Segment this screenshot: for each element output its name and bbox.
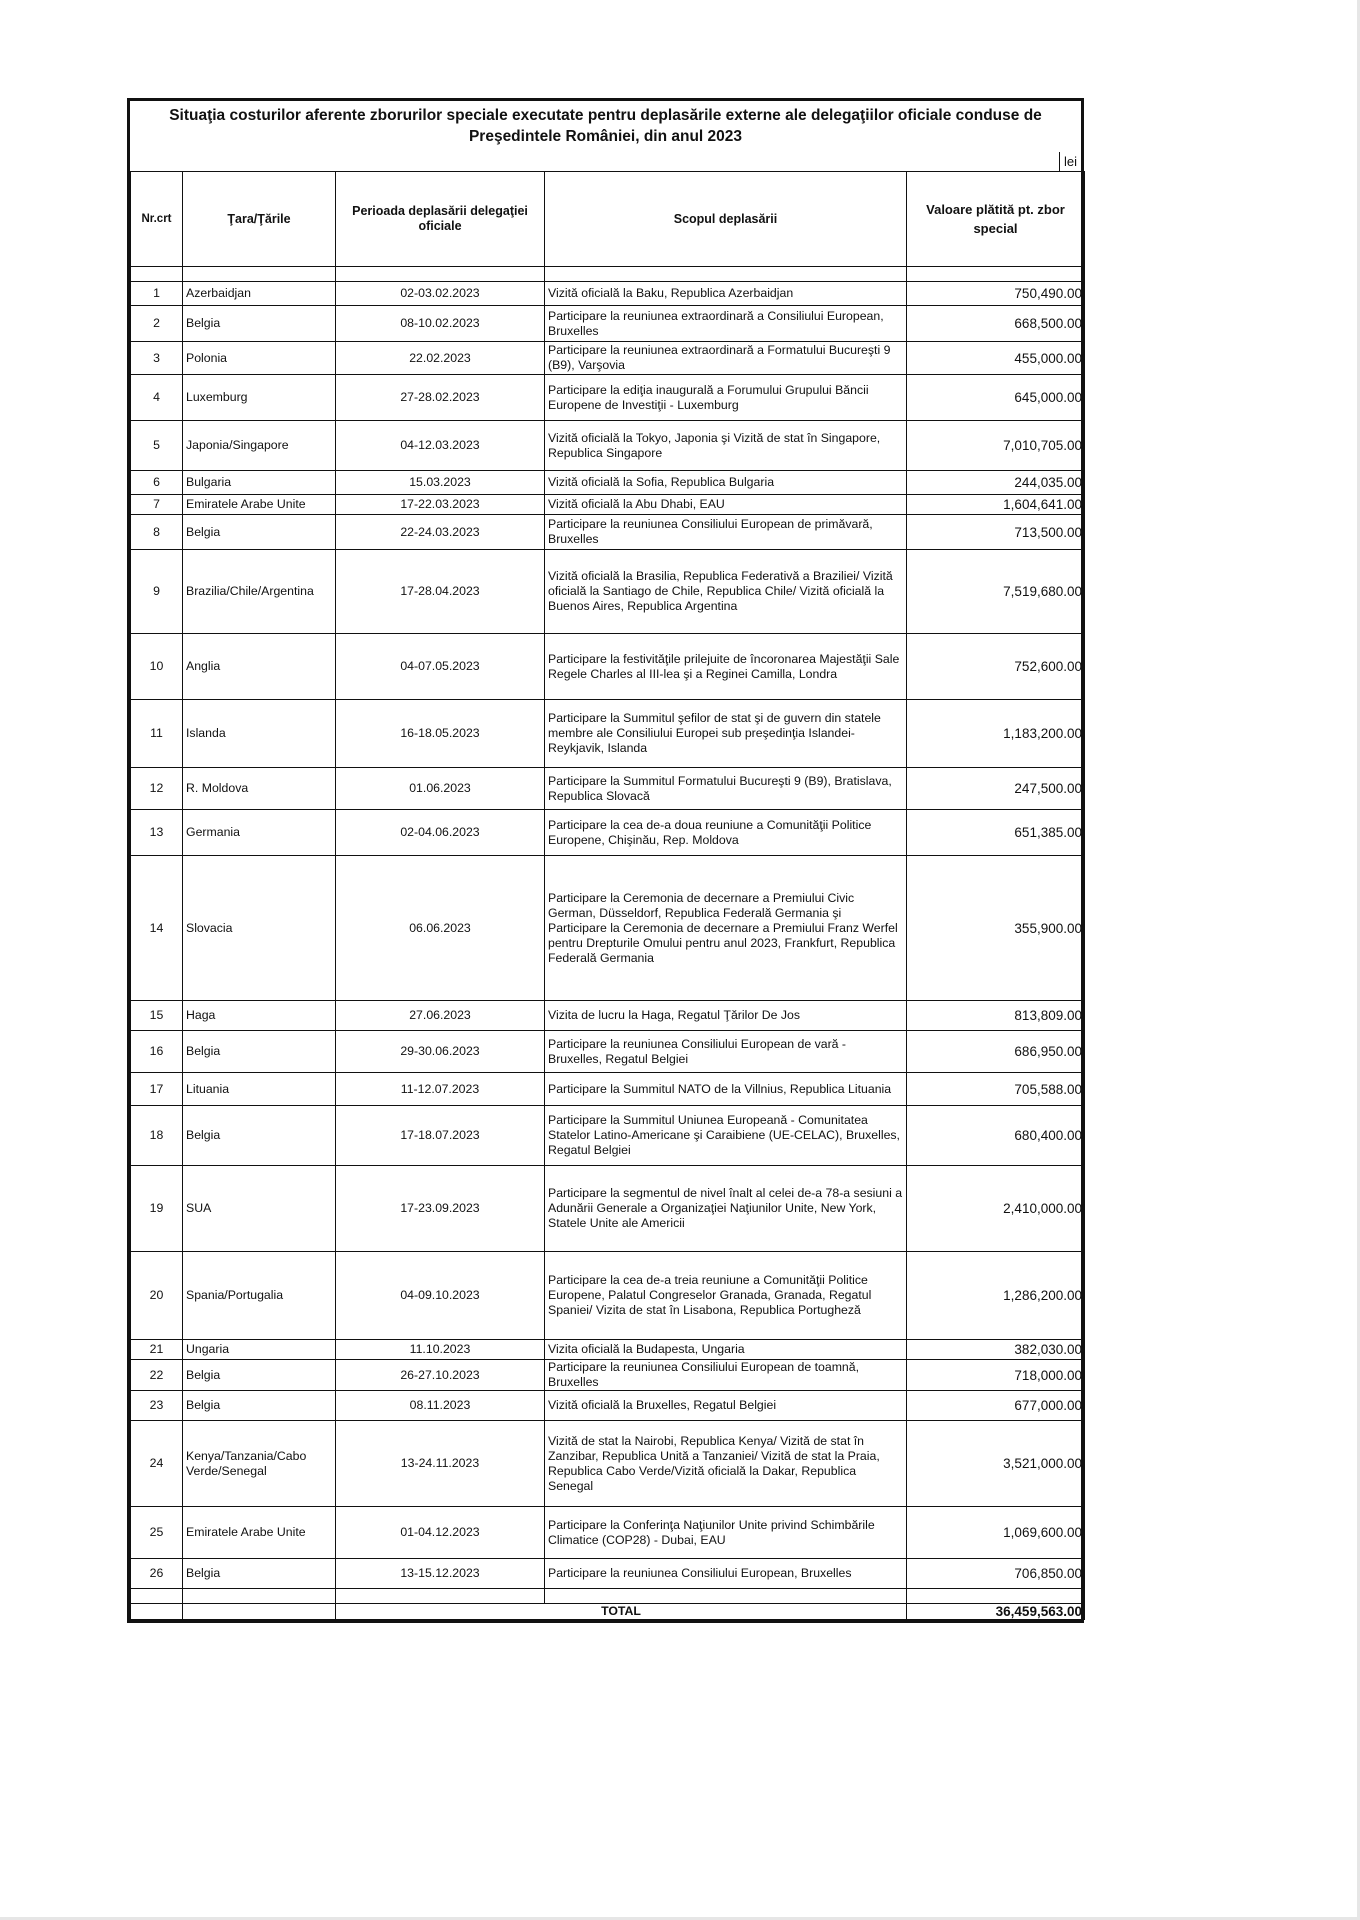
row-country: Belgia	[183, 1031, 336, 1073]
currency-unit: lei	[1059, 152, 1081, 171]
row-period: 02-03.02.2023	[336, 282, 545, 306]
row-country: Bulgaria	[183, 471, 336, 495]
row-amount: 7,010,705.00	[907, 421, 1085, 471]
row-purpose: Participare la Summitul Uniunea Europeană - Comunitatea Statelor Latino-Americane şi Caraibiene (UE-CELAC), Bruxelles, Regatul Belgiei	[545, 1106, 907, 1166]
row-country: Azerbaidjan	[183, 282, 336, 306]
table-row	[131, 421, 1085, 471]
row-amount: 247,500.00	[907, 768, 1085, 810]
table-row	[131, 282, 1085, 306]
row-purpose: Participare la reuniunea Consiliului European de toamnă, Bruxelles	[545, 1360, 907, 1391]
row-number: 25	[131, 1507, 183, 1559]
table-row	[131, 1106, 1085, 1166]
row-purpose: Participare la reuniunea Consiliului European de primăvară, Bruxelles	[545, 515, 907, 550]
table-row	[131, 1252, 1085, 1340]
header-tara: Ţara/Ţările	[183, 172, 336, 267]
row-period: 11.10.2023	[336, 1340, 545, 1360]
row-period: 04-07.05.2023	[336, 634, 545, 700]
row-purpose: Vizita de lucru la Haga, Regatul Ţărilor De Jos	[545, 1001, 907, 1031]
table-row	[131, 342, 1085, 375]
row-number: 12	[131, 768, 183, 810]
table-row	[131, 495, 1085, 515]
row-purpose: Participare la reuniunea Consiliului European de vară - Bruxelles, Regatul Belgiei	[545, 1031, 907, 1073]
row-number: 2	[131, 306, 183, 342]
row-number: 24	[131, 1421, 183, 1507]
row-country: Belgia	[183, 1559, 336, 1589]
row-amount: 244,035.00	[907, 471, 1085, 495]
cost-table-frame	[127, 98, 1084, 1623]
table-row	[131, 375, 1085, 421]
row-amount: 1,069,600.00	[907, 1507, 1085, 1559]
row-purpose: Vizită oficială la Sofia, Republica Bulgaria	[545, 471, 907, 495]
row-amount: 1,286,200.00	[907, 1252, 1085, 1340]
row-country: Belgia	[183, 1391, 336, 1421]
header-valoare: Valoare plătită pt. zbor special	[907, 172, 1085, 267]
row-country: Slovacia	[183, 856, 336, 1001]
row-purpose: Participare la cea de-a treia reuniune a Comunităţii Politice Europene, Palatul Congreselor Granada, Granada, Regatul Spaniei/ Vizita de stat în Lisabona, Republica Portugheză	[545, 1252, 907, 1340]
row-period: 15.03.2023	[336, 471, 545, 495]
header-scop: Scopul deplasării	[545, 172, 907, 267]
row-amount: 645,000.00	[907, 375, 1085, 421]
row-number: 4	[131, 375, 183, 421]
row-amount: 355,900.00	[907, 856, 1085, 1001]
row-country: Ungaria	[183, 1340, 336, 1360]
row-period: 22-24.03.2023	[336, 515, 545, 550]
header-perioada: Perioada deplasării delegaţiei oficiale	[336, 172, 545, 267]
row-country: Luxemburg	[183, 375, 336, 421]
row-number: 9	[131, 550, 183, 634]
row-purpose: Participare la reuniunea extraordinară a Consiliului European, Bruxelles	[545, 306, 907, 342]
row-number: 6	[131, 471, 183, 495]
table-row	[131, 306, 1085, 342]
row-amount: 3,521,000.00	[907, 1421, 1085, 1507]
table-row	[131, 550, 1085, 634]
cost-table	[130, 171, 1085, 1620]
row-country: Islanda	[183, 700, 336, 768]
row-period: 08-10.02.2023	[336, 306, 545, 342]
table-row	[131, 634, 1085, 700]
row-purpose: Participare la Summitul şefilor de stat şi de guvern din statele membre ale Consiliului Europei sub preşedinţia Islandei- Reykjavik, Islanda	[545, 700, 907, 768]
row-country: Belgia	[183, 1360, 336, 1391]
table-body	[131, 267, 1085, 1620]
row-amount: 686,950.00	[907, 1031, 1085, 1073]
row-purpose: Participare la Summitul Formatului Bucureşti 9 (B9), Bratislava, Republica Slovacă	[545, 768, 907, 810]
row-amount: 813,809.00	[907, 1001, 1085, 1031]
row-number: 8	[131, 515, 183, 550]
row-country: Spania/Portugalia	[183, 1252, 336, 1340]
row-number: 14	[131, 856, 183, 1001]
row-purpose: Participare la ediţia inaugurală a Forumului Grupului Băncii Europene de Investiţii - Luxemburg	[545, 375, 907, 421]
row-country: Japonia/Singapore	[183, 421, 336, 471]
row-country: Belgia	[183, 515, 336, 550]
table-row	[131, 1391, 1085, 1421]
row-period: 13-24.11.2023	[336, 1421, 545, 1507]
header-nr: Nr.crt	[131, 172, 183, 267]
document-title: Situaţia costurilor aferente zborurilor speciale executate pentru deplasările externe ale delegaţiilor oficiale conduse de Preşedintele României, din anul 2023	[169, 107, 1042, 145]
row-country: Belgia	[183, 1106, 336, 1166]
row-purpose: Participare la Summitul NATO de la Villnius, Republica Lituania	[545, 1073, 907, 1106]
table-row	[131, 1073, 1085, 1106]
row-purpose: Vizită oficială la Baku, Republica Azerbaidjan	[545, 282, 907, 306]
row-number: 21	[131, 1340, 183, 1360]
table-row	[131, 1340, 1085, 1360]
row-number: 26	[131, 1559, 183, 1589]
row-purpose: Participare la cea de-a doua reuniune a Comunităţii Politice Europene, Chişinău, Rep. Moldova	[545, 810, 907, 856]
row-country: Brazilia/Chile/Argentina	[183, 550, 336, 634]
row-number: 3	[131, 342, 183, 375]
row-country: Emiratele Arabe Unite	[183, 1507, 336, 1559]
row-period: 02-04.06.2023	[336, 810, 545, 856]
row-period: 01-04.12.2023	[336, 1507, 545, 1559]
row-amount: 680,400.00	[907, 1106, 1085, 1166]
row-country: Polonia	[183, 342, 336, 375]
table-row	[131, 1031, 1085, 1073]
row-period: 22.02.2023	[336, 342, 545, 375]
row-period: 17-28.04.2023	[336, 550, 545, 634]
row-amount: 713,500.00	[907, 515, 1085, 550]
row-period: 08.11.2023	[336, 1391, 545, 1421]
row-amount: 382,030.00	[907, 1340, 1085, 1360]
row-amount: 718,000.00	[907, 1360, 1085, 1391]
row-period: 29-30.06.2023	[336, 1031, 545, 1073]
row-amount: 2,410,000.00	[907, 1166, 1085, 1252]
row-purpose: Vizită de stat la Nairobi, Republica Kenya/ Vizită de stat în Zanzibar, Republica Unită a Tanzaniei/ Vizită de stat la Praia, Republica Cabo Verde/Vizită oficială la Dakar, Republica Senegal	[545, 1421, 907, 1507]
row-period: 04-09.10.2023	[336, 1252, 545, 1340]
total-row	[131, 1604, 1085, 1620]
row-amount: 1,604,641.00	[907, 495, 1085, 515]
row-purpose: Participare la festivităţile prilejuite de încoronarea Majestăţii Sale Regele Charles al III-lea şi a Reginei Camilla, Londra	[545, 634, 907, 700]
row-period: 26-27.10.2023	[336, 1360, 545, 1391]
table-row	[131, 856, 1085, 1001]
table-row	[131, 1166, 1085, 1252]
table-row	[131, 768, 1085, 810]
row-period: 27.06.2023	[336, 1001, 545, 1031]
row-amount: 1,183,200.00	[907, 700, 1085, 768]
row-number: 15	[131, 1001, 183, 1031]
row-number: 23	[131, 1391, 183, 1421]
row-period: 04-12.03.2023	[336, 421, 545, 471]
row-period: 17-22.03.2023	[336, 495, 545, 515]
row-number: 10	[131, 634, 183, 700]
spacer-row	[131, 267, 1085, 282]
table-row	[131, 1559, 1085, 1589]
row-number: 5	[131, 421, 183, 471]
table-header-row	[131, 172, 1085, 267]
table-row	[131, 810, 1085, 856]
row-purpose: Participare la segmentul de nivel înalt al celei de-a 78-a sesiuni a Adunării Generale a Organizaţiei Naţiunilor Unite, New York, Statele Unite ale Americii	[545, 1166, 907, 1252]
table-row	[131, 1507, 1085, 1559]
table-row	[131, 1421, 1085, 1507]
row-number: 11	[131, 700, 183, 768]
row-purpose: Vizită oficială la Abu Dhabi, EAU	[545, 495, 907, 515]
total-label: TOTAL	[336, 1604, 907, 1620]
table-row	[131, 1001, 1085, 1031]
table-row	[131, 515, 1085, 550]
table-row	[131, 471, 1085, 495]
row-amount: 651,385.00	[907, 810, 1085, 856]
row-amount: 668,500.00	[907, 306, 1085, 342]
row-purpose: Participare la Ceremonia de decernare a Premiului Civic German, Düsseldorf, Republica Federală Germania şi Participare la Ceremonia de decernare a Premiului Franz Werfel pentru Drepturile Omului pentru anul 2023, Frankfurt, Republica Federală Germania	[545, 856, 907, 1001]
row-amount: 677,000.00	[907, 1391, 1085, 1421]
row-purpose: Vizită oficială la Bruxelles, Regatul Belgiei	[545, 1391, 907, 1421]
row-period: 17-18.07.2023	[336, 1106, 545, 1166]
row-period: 17-23.09.2023	[336, 1166, 545, 1252]
row-period: 27-28.02.2023	[336, 375, 545, 421]
row-number: 18	[131, 1106, 183, 1166]
row-country: Lituania	[183, 1073, 336, 1106]
row-purpose: Participare la reuniunea extraordinară a Formatului Bucureşti 9 (B9), Varşovia	[545, 342, 907, 375]
row-number: 7	[131, 495, 183, 515]
row-country: R. Moldova	[183, 768, 336, 810]
row-amount: 752,600.00	[907, 634, 1085, 700]
row-period: 16-18.05.2023	[336, 700, 545, 768]
row-amount: 706,850.00	[907, 1559, 1085, 1589]
table-row	[131, 1360, 1085, 1391]
row-amount: 455,000.00	[907, 342, 1085, 375]
row-period: 01.06.2023	[336, 768, 545, 810]
row-period: 06.06.2023	[336, 856, 545, 1001]
currency-label-row	[130, 145, 1081, 171]
row-country: Belgia	[183, 306, 336, 342]
row-country: Emiratele Arabe Unite	[183, 495, 336, 515]
row-number: 1	[131, 282, 183, 306]
row-country: SUA	[183, 1166, 336, 1252]
row-country: Haga	[183, 1001, 336, 1031]
row-period: 11-12.07.2023	[336, 1073, 545, 1106]
row-amount: 7,519,680.00	[907, 550, 1085, 634]
spacer-row	[131, 1589, 1085, 1604]
row-number: 16	[131, 1031, 183, 1073]
row-purpose: Participare la Conferinţa Naţiunilor Unite privind Schimbările Climatice (COP28) - Dubai, EAU	[545, 1507, 907, 1559]
row-purpose: Participare la reuniunea Consiliului European, Bruxelles	[545, 1559, 907, 1589]
row-country: Germania	[183, 810, 336, 856]
row-amount: 705,588.00	[907, 1073, 1085, 1106]
row-number: 19	[131, 1166, 183, 1252]
row-purpose: Vizită oficială la Tokyo, Japonia şi Vizită de stat în Singapore, Republica Singapore	[545, 421, 907, 471]
row-amount: 750,490.00	[907, 282, 1085, 306]
total-amount: 36,459,563.00	[907, 1604, 1085, 1620]
row-number: 17	[131, 1073, 183, 1106]
row-number: 20	[131, 1252, 183, 1340]
row-purpose: Vizită oficială la Brasilia, Republica Federativă a Braziliei/ Vizită oficială la Santiago de Chile, Republica Chile/ Vizită oficială la Buenos Aires, Republica Argentina	[545, 550, 907, 634]
table-row	[131, 700, 1085, 768]
row-period: 13-15.12.2023	[336, 1559, 545, 1589]
row-country: Kenya/Tanzania/Cabo Verde/Senegal	[183, 1421, 336, 1507]
row-number: 22	[131, 1360, 183, 1391]
row-number: 13	[131, 810, 183, 856]
row-purpose: Vizita oficială la Budapesta, Ungaria	[545, 1340, 907, 1360]
row-country: Anglia	[183, 634, 336, 700]
